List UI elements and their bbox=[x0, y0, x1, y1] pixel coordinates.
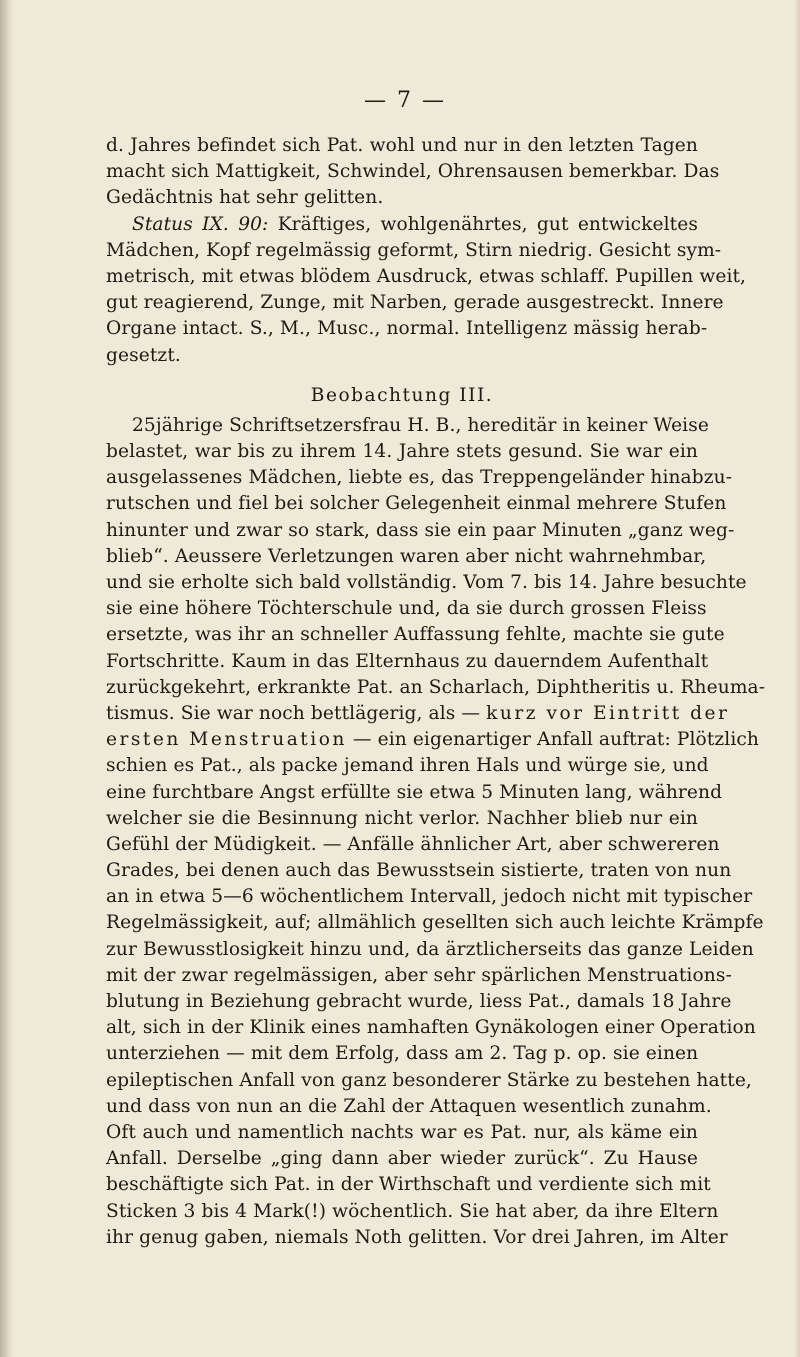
text-line: metrisch, mit etwas blödem Ausdruck, etwas schlaff. Pupillen weit, bbox=[106, 265, 747, 287]
text-line: blieb“. Aeussere Verletzungen waren aber nicht wahrnehmbar, bbox=[106, 545, 707, 567]
paragraph-continuation bbox=[106, 133, 720, 212]
text-line: epileptischen Anfall von ganz besonderer Stärke zu bestehen hatte, bbox=[106, 1069, 752, 1091]
text-line bbox=[106, 212, 698, 238]
text-line: rutschen und fiel bei solcher Gelegenheit einmal mehrere Stufen bbox=[106, 493, 727, 515]
text-line: unterziehen — mit dem Erfolg, dass am 2. Tag p. op. sie einen bbox=[106, 1043, 699, 1065]
status-text: Kräftiges, wohlgenährtes, gut entwickeltes bbox=[277, 213, 698, 235]
text-line: Sticken 3 bis 4 Mark(!) wöchentlich. Sie hat aber, da ihre Eltern bbox=[106, 1200, 719, 1222]
text-line: zurückgekehrt, erkrankte Pat. an Scharlach, Diphtheritis u. Rheuma- bbox=[106, 676, 766, 698]
text-fragment: — ein eigenartiger Anfall auftrat: Plötzlich bbox=[352, 729, 759, 751]
text-line: Mädchen, Kopf regelmässig geformt, Stirn niedrig. Gesicht sym- bbox=[106, 239, 722, 261]
text-line: hinunter und zwar so stark, dass sie ein paar Minuten „ganz weg- bbox=[106, 519, 735, 541]
text-line: Organe intact. S., M., Musc., normal. Intelligenz mässig herab- bbox=[106, 318, 708, 340]
text-line: Gefühl der Müdigkeit. — Anfälle ähnlicher Art, aber schwereren bbox=[106, 833, 720, 855]
text-line: d. Jahres befindet sich Pat. wohl und nur in den letzten Tagen bbox=[106, 135, 698, 156]
text-line bbox=[106, 701, 730, 727]
text-line: Oft auch und namentlich nachts war es Pat. nur, als käme ein bbox=[106, 1121, 698, 1143]
section-heading: Beobachtung III. bbox=[310, 384, 494, 406]
text-line: eine furchtbare Angst erfüllte sie etwa 5 Minuten lang, während bbox=[106, 781, 723, 803]
text-line: ihr genug gaben, niemals Noth gelitten. Vor drei Jahren, im Alter bbox=[106, 1226, 728, 1248]
text-line: gut reagierend, Zunge, mit Narben, gerade ausgestreckt. Innere bbox=[106, 292, 724, 314]
text-line: gesetzt. bbox=[106, 344, 181, 366]
text-line: blutung in Beziehung gebracht wurde, liess Pat., damals 18 Jahre bbox=[106, 991, 732, 1012]
text-line: Grades, bei denen auch das Bewusstsein sistierte, traten von nun bbox=[106, 860, 732, 882]
text-line: Fortschritte. Kaum in das Elternhaus zu dauerndem Aufenthalt bbox=[106, 650, 709, 672]
text-line: mit der zwar regelmässigen, aber sehr spärlichen Menstruations- bbox=[106, 964, 732, 986]
text-line: belastet, war bis zu ihrem 14. Jahre stets gesund. Sie war ein bbox=[106, 441, 698, 463]
text-line: und sie erholte sich bald vollständig. Vom 7. bis 14. Jahre besuchte bbox=[106, 572, 747, 593]
text-line: ersetzte, was ihr an schneller Auffassung fehlte, machte sie gute bbox=[106, 624, 725, 646]
book-page bbox=[106, 88, 766, 1251]
text-line: Anfall. Derselbe „ging dann aber wieder zurück“. Zu Hause bbox=[106, 1148, 698, 1170]
text-line: 25jährige Schriftsetzersfrau H. B., hereditär in keiner Weise bbox=[132, 414, 709, 436]
text-line: macht sich Mattigkeit, Schwindel, Ohrensausen bemerkbar. Das bbox=[106, 161, 720, 183]
status-label: Status IX. 90: bbox=[132, 213, 269, 235]
spaced-emphasis: kurz vor Eintritt der bbox=[486, 702, 730, 724]
text-line: beschäftigte sich Pat. in der Wirthschaft und verdiente sich mit bbox=[106, 1174, 711, 1196]
page-number: — 7 — bbox=[364, 88, 446, 113]
text-line: und dass von nun an die Zahl der Attaquen wesentlich zunahm. bbox=[106, 1095, 712, 1117]
text-line: an in etwa 5—6 wöchentlichem Intervall, jedoch nicht mit typischer bbox=[106, 886, 753, 908]
text-line: sie eine höhere Töchterschule und, da sie durch grossen Fleiss bbox=[106, 598, 707, 620]
text-line: Regelmässigkeit, auf; allmählich gesellten sich auch leichte Krämpfe bbox=[106, 912, 764, 934]
text-line bbox=[106, 727, 759, 753]
text-line: zur Bewusstlosigkeit hinzu und, da ärztlicherseits das ganze Leiden bbox=[106, 938, 754, 960]
text-line: welcher sie die Besinnung nicht verlor. Nachher blieb nur ein bbox=[106, 807, 698, 829]
text-line: Gedächtnis hat sehr gelitten. bbox=[106, 187, 384, 209]
paragraph-case-history bbox=[106, 413, 766, 1251]
text-line: alt, sich in der Klinik eines namhaften Gynäkologen einer Operation bbox=[106, 1017, 756, 1039]
text-line: schien es Pat., als packe jemand ihren Hals und würge sie, und bbox=[106, 755, 709, 777]
spaced-emphasis: ersten Menstruation bbox=[106, 729, 347, 751]
text-fragment: tismus. Sie war noch bettlägerig, als — bbox=[106, 702, 481, 724]
text-line: ausgelassenes Mädchen, liebte es, das Treppengeländer hinabzu- bbox=[106, 467, 733, 489]
paragraph-status bbox=[106, 212, 747, 369]
scan-shadow-left bbox=[0, 0, 14, 1357]
scan-shadow-right bbox=[794, 0, 800, 1357]
